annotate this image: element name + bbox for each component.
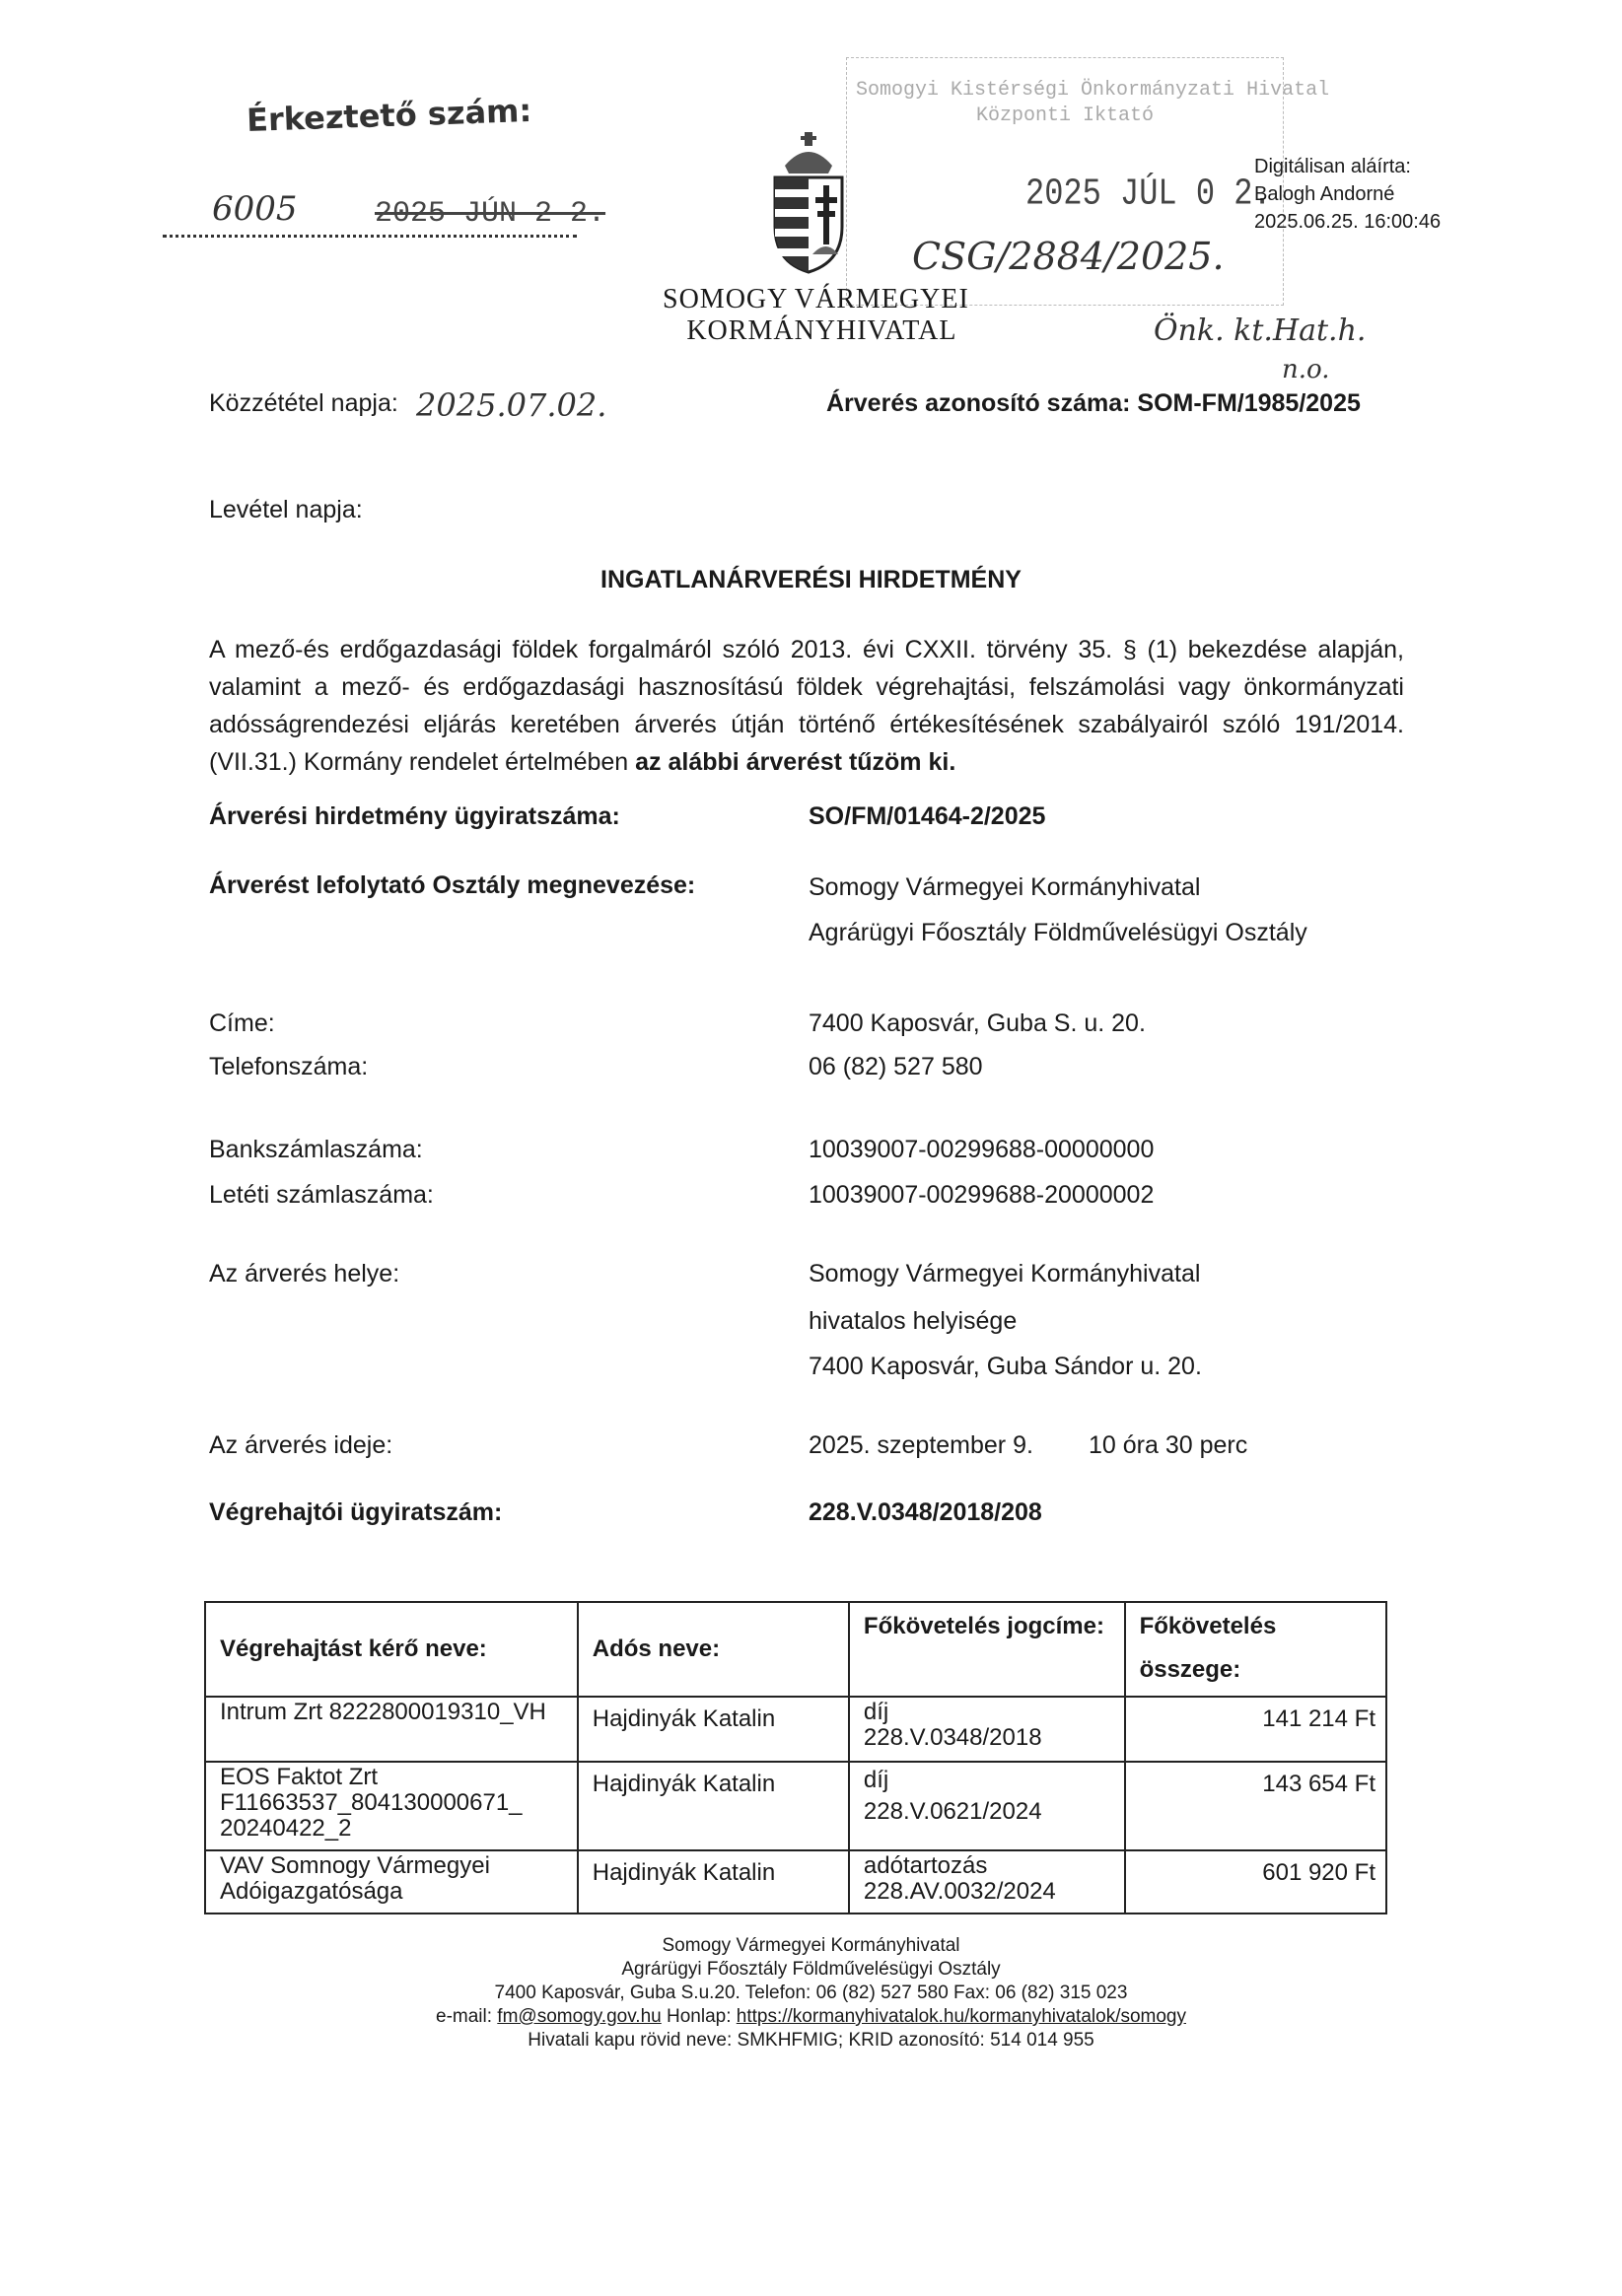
- place-label: Az árverés helye:: [209, 1260, 400, 1287]
- col-debtor-header: Adós neve:: [578, 1602, 849, 1697]
- claim-title-ref: 228.V.0348/2018: [863, 1724, 1042, 1751]
- deposit-value: 10039007-00299688-20000002: [809, 1181, 1155, 1209]
- table-row: [205, 1762, 1386, 1850]
- creditor-cell: VAV Somnogy Vármegyei Adóigazgatósága: [205, 1850, 578, 1913]
- phone-label: Telefonszáma:: [209, 1053, 369, 1080]
- signature-name: Balogh Andorné: [1254, 183, 1395, 205]
- intro-emphasis: az alábbi árverést tűzöm ki.: [635, 748, 956, 776]
- footer-dept: Agrárügyi Főosztály Földművelésügyi Osztály: [621, 1959, 1001, 1980]
- debtor-cell: Hajdinyák Katalin: [578, 1697, 849, 1762]
- auction-id-value: SOM-FM/1985/2025: [1137, 389, 1361, 417]
- file-number: CSG/2884/2025.: [912, 235, 1225, 278]
- footer-org: Somogy Vármegyei Kormányhivatal: [662, 1935, 960, 1956]
- claim-title-ref: 228.V.0621/2024: [863, 1798, 1042, 1825]
- debtor-cell: Hajdinyák Katalin: [578, 1850, 849, 1913]
- org-name: [663, 284, 969, 347]
- phone-value: 06 (82) 527 580: [809, 1053, 983, 1080]
- dept-line2: Agrárügyi Főosztály Földművelésügyi Osztály: [809, 919, 1307, 946]
- org-name-line1: SOMOGY VÁRMEGYEI: [663, 284, 969, 314]
- claim-title-type: díj: [863, 1699, 889, 1725]
- office-stamp-name: Somogyi Kistérségi Önkormányzati Hivatal: [856, 79, 1330, 102]
- registry-underline: [163, 235, 577, 238]
- document-title: INGATLANÁRVERÉSI HIRDETMÉNY: [600, 566, 1022, 593]
- claim-title-cell: [849, 1850, 1125, 1913]
- handwritten-note: Önk. kt.Hat.h.: [1154, 313, 1367, 348]
- dept-label: Árverést lefolytató Osztály megnevezése:: [209, 871, 696, 899]
- footer-email-link[interactable]: fm@somogy.gov.hu: [497, 2006, 662, 2027]
- table-header-row: [205, 1602, 1386, 1697]
- creditor-cell: EOS Faktot Zrt F11663537_804130000671_ 20240422_2: [205, 1762, 578, 1850]
- coat-of-arms-icon: [767, 128, 850, 276]
- enforcement-value: 228.V.0348/2018/208: [809, 1498, 1042, 1526]
- publication-label: Közzététel napja:: [209, 389, 398, 417]
- digital-signature: [1254, 153, 1441, 236]
- table-row: [205, 1697, 1386, 1762]
- registry-label: Érkeztető szám:: [246, 91, 532, 140]
- col-claim-amount-header: Főkövetelés összege:: [1125, 1602, 1386, 1697]
- enforcement-label: Végrehajtói ügyiratszám:: [209, 1498, 503, 1526]
- signature-label: Digitálisan aláírta:: [1254, 156, 1411, 177]
- publication-date: 2025.07.02.: [416, 386, 607, 424]
- registry-date: 2025 JÚN 2 2.: [375, 197, 606, 231]
- col-creditor-header: Végrehajtást kérő neve:: [205, 1602, 578, 1697]
- bank-value: 10039007-00299688-00000000: [809, 1136, 1155, 1163]
- claim-title-type: adótartozás: [863, 1852, 988, 1879]
- received-date: 2025 JÚL 0 2.: [1025, 172, 1272, 216]
- removal-label: Levétel napja:: [209, 496, 363, 523]
- footer: [0, 1934, 1622, 2052]
- intro-paragraph: [209, 631, 1404, 781]
- time-label: Az árverés ideje:: [209, 1431, 393, 1459]
- claim-title-type: díj: [863, 1767, 889, 1793]
- table-row: [205, 1850, 1386, 1913]
- auction-id: [826, 389, 1361, 418]
- claim-amount-cell: 143 654 Ft: [1125, 1762, 1386, 1850]
- time-hour: 10 óra 30 perc: [1089, 1431, 1248, 1459]
- registry-number: 6005: [212, 189, 298, 229]
- col-claim-title-header: Főkövetelés jogcíme:: [849, 1602, 1125, 1697]
- place-line1: Somogy Vármegyei Kormányhivatal: [809, 1260, 1201, 1287]
- dept-line1: Somogy Vármegyei Kormányhivatal: [809, 873, 1201, 901]
- auction-id-label: Árverés azonosító száma:: [826, 389, 1131, 417]
- footer-address: 7400 Kaposvár, Guba S.u.20. Telefon: 06 (82) 527 580 Fax: 06 (82) 315 023: [494, 1983, 1128, 2003]
- file-no-label: Árverési hirdetmény ügyiratszáma:: [209, 802, 620, 830]
- claim-title-cell: [849, 1697, 1125, 1762]
- time-date: 2025. szeptember 9.: [809, 1431, 1033, 1459]
- signature-timestamp: 2025.06.25. 16:00:46: [1254, 211, 1442, 233]
- footer-web-link[interactable]: https://kormanyhivatalok.hu/kormanyhivatalok/somogy: [736, 2006, 1186, 2027]
- footer-contact: [0, 2005, 1622, 2029]
- footer-email-label: e-mail:: [436, 2006, 498, 2027]
- place-line3: 7400 Kaposvár, Guba Sándor u. 20.: [809, 1353, 1202, 1380]
- claim-title-ref: 228.AV.0032/2024: [863, 1878, 1056, 1905]
- footer-web-label: Honlap:: [661, 2006, 737, 2027]
- claim-amount-cell: 601 920 Ft: [1125, 1850, 1386, 1913]
- place-line2: hivatalos helyisége: [809, 1307, 1018, 1335]
- bank-label: Bankszámlaszáma:: [209, 1136, 423, 1163]
- address-label: Címe:: [209, 1009, 275, 1037]
- intro-text: A mező-és erdőgazdasági földek forgalmáról szóló 2013. évi CXXII. törvény 35. § (1) bekezdése alapján, valamint a mező- és erdőgazdasági hasznosítású földek végrehajtási, felszámolási vagy önkormányzati adósságrendezési eljárás keretében árverés útján történő értékesítésének szabályairól szóló 191/2014. (VII.31.) Kormány rendelet értelmében: [209, 636, 1404, 776]
- debt-table: [204, 1601, 1387, 1914]
- org-name-line2: KORMÁNYHIVATAL: [686, 315, 957, 346]
- creditor-cell: Intrum Zrt 8222800019310_VH: [205, 1697, 578, 1762]
- claim-title-cell: [849, 1762, 1125, 1850]
- address-value: 7400 Kaposvár, Guba S. u. 20.: [809, 1009, 1146, 1037]
- handwritten-note-2: n.o.: [1282, 355, 1330, 384]
- office-stamp-subtitle: Központi Iktató: [976, 104, 1155, 127]
- claim-amount-cell: 141 214 Ft: [1125, 1697, 1386, 1762]
- debtor-cell: Hajdinyák Katalin: [578, 1762, 849, 1850]
- deposit-label: Letéti számlaszáma:: [209, 1181, 434, 1209]
- file-no-value: SO/FM/01464-2/2025: [809, 802, 1046, 830]
- footer-gateway: Hivatali kapu rövid neve: SMKHFMIG; KRID azonosító: 514 014 955: [528, 2030, 1094, 2051]
